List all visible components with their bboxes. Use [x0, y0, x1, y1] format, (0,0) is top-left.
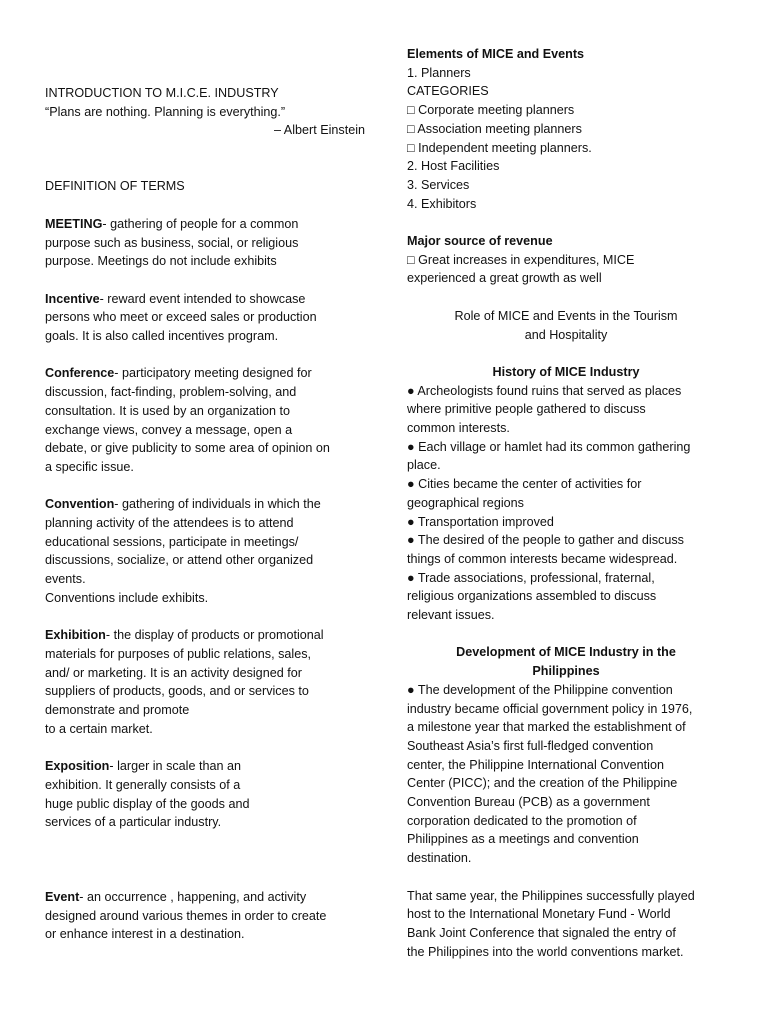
elements-heading: Elements of MICE and Events	[407, 47, 585, 61]
role-line: Role of MICE and Events in the Tourism	[454, 308, 678, 323]
history-line: religious organizations assembled to discuss	[407, 589, 657, 604]
development-line: Philippines as a meetings and convention	[407, 832, 639, 847]
definition-line: - gathering of individuals in which the	[114, 497, 321, 512]
history-line: ● Archeologists found ruins that served as places	[407, 383, 682, 398]
definition-meeting	[45, 215, 365, 271]
definition-line: designed around various themes in order to create	[45, 908, 327, 923]
elements-line: □ Corporate meeting planners	[407, 103, 575, 118]
definition-line: and/ or marketing. It is an activity designed for	[45, 665, 302, 680]
definition-line: exhibition. It generally consists of a	[45, 777, 241, 792]
definition-exposition	[45, 757, 365, 832]
development-line: a milestone year that marked the establishment of	[407, 720, 686, 735]
elements-line: □ Independent meeting planners.	[407, 140, 592, 155]
history-line: place.	[407, 458, 441, 473]
definition-line: to a certain market.	[45, 721, 153, 736]
definition-line: exchange views, convey a message, open a	[45, 422, 293, 437]
development-line: ● The development of the Philippine convention	[407, 682, 673, 697]
development-line: corporation dedicated to the promotion of	[407, 813, 637, 828]
development-heading: Development of MICE Industry in the	[456, 645, 676, 660]
definition-line: - participatory meeting designed for	[114, 366, 312, 381]
term-label: Event	[45, 890, 80, 905]
definition-line: goals. It is also called incentives program.	[45, 329, 279, 344]
history-line: ● Transportation improved	[407, 514, 554, 529]
history-line: where primitive people gathered to discuss	[407, 402, 646, 417]
development-heading: Philippines	[532, 664, 600, 679]
development-line: industry became official government policy in 1976,	[407, 701, 693, 716]
closing-line: That same year, the Philippines successfully played	[407, 888, 695, 903]
definition-line: discussions, socialize, or attend other organized	[45, 553, 314, 568]
definition-incentive	[45, 290, 365, 346]
definition-line: - an occurrence , happening, and activity	[79, 890, 307, 905]
definition-line: huge public display of the goods and	[45, 796, 250, 811]
definition-line: demonstrate and promote	[45, 703, 190, 718]
quote-text: “Plans are nothing. Planning is everything.”	[45, 104, 286, 119]
definition-line: events.	[45, 572, 86, 587]
definition-conference	[45, 364, 365, 476]
history-line: ● Trade associations, professional, fraternal,	[407, 570, 655, 585]
term-label: Exhibition	[45, 628, 106, 643]
elements-line: CATEGORIES	[407, 84, 489, 99]
definition-line: purpose. Meetings do not include exhibits	[45, 254, 277, 269]
definition-line: suppliers of products, goods, and or services to	[45, 684, 309, 699]
closing-line: host to the International Monetary Fund - World	[407, 907, 671, 922]
elements-line: □ Association meeting planners	[407, 121, 582, 136]
elements-line: 1. Planners	[407, 65, 471, 80]
elements-line: 3. Services	[407, 177, 470, 192]
history-heading: History of MICE Industry	[492, 364, 640, 379]
definition-line: purpose such as business, social, or religious	[45, 235, 299, 250]
history-line: ● Cities became the center of activities for	[407, 477, 642, 492]
definition-line: debate, or give publicity to some area of opinion on	[45, 441, 330, 456]
definition-line: materials for purposes of public relations, sales,	[45, 646, 311, 661]
elements-line: 2. Host Facilities	[407, 159, 500, 174]
definition-line: services of a particular industry.	[45, 815, 222, 830]
definition-line: Conventions include exhibits.	[45, 590, 209, 605]
term-label: Conference	[45, 366, 115, 381]
revenue-heading: Major source of revenue	[407, 234, 553, 249]
document-title: INTRODUCTION TO M.I.C.E. INDUSTRY	[45, 86, 279, 100]
definition-line: persons who meet or exceed sales or production	[45, 310, 317, 325]
closing-line: Bank Joint Conference that signaled the entry of	[407, 925, 676, 940]
definition-exhibition	[45, 626, 365, 738]
revenue-line: experienced a great growth as well	[407, 271, 602, 286]
definition-line: - gathering of people for a common	[102, 216, 299, 231]
definition-line: planning activity of the attendees is to attend	[45, 516, 294, 531]
revenue-line: □ Great increases in expenditures, MICE	[407, 252, 635, 267]
quote-author: – Albert Einstein	[273, 123, 365, 138]
development-line: center, the Philippine International Convention	[407, 757, 664, 772]
definition-line: discussion, fact-finding, problem-solving, and	[45, 385, 297, 400]
term-label: Incentive	[45, 291, 100, 306]
definition-line: consultation. It is used by an organization to	[45, 403, 291, 418]
closing-line: the Philippines into the world conventions market.	[407, 944, 684, 959]
definition-line: - the display of products or promotional	[105, 628, 324, 643]
definition-convention	[45, 495, 365, 607]
term-label: Exposition	[45, 759, 110, 774]
definition-line: - larger in scale than an	[109, 759, 241, 774]
definition-line: - reward event intended to showcase	[99, 291, 306, 306]
elements-line: 4. Exhibitors	[407, 196, 477, 211]
definition-event	[45, 888, 365, 944]
history-line: geographical regions	[407, 495, 524, 510]
history-line: relevant issues.	[407, 608, 495, 623]
definition-line: educational sessions, participate in meetings/	[45, 534, 299, 549]
right-column	[407, 45, 725, 961]
role-line: and Hospitality	[524, 327, 608, 342]
history-line: ● The desired of the people to gather and discuss	[407, 533, 684, 548]
term-label: MEETING	[45, 216, 103, 231]
history-line: ● Each village or hamlet had its common gathering	[407, 439, 691, 454]
history-line: things of common interests became widespread.	[407, 551, 678, 566]
left-column	[45, 84, 365, 944]
term-label: Convention	[45, 497, 115, 512]
development-line: Southeast Asia’s first full-fledged convention	[407, 738, 654, 753]
definition-line: or enhance interest in a destination.	[45, 927, 245, 942]
development-line: destination.	[407, 851, 472, 866]
history-line: common interests.	[407, 421, 510, 436]
definitions-heading: DEFINITION OF TERMS	[45, 179, 185, 194]
development-line: Convention Bureau (PCB) as a government	[407, 795, 650, 810]
definition-line: a specific issue.	[45, 459, 134, 474]
development-line: Center (PICC); and the creation of the Philippine	[407, 776, 678, 791]
